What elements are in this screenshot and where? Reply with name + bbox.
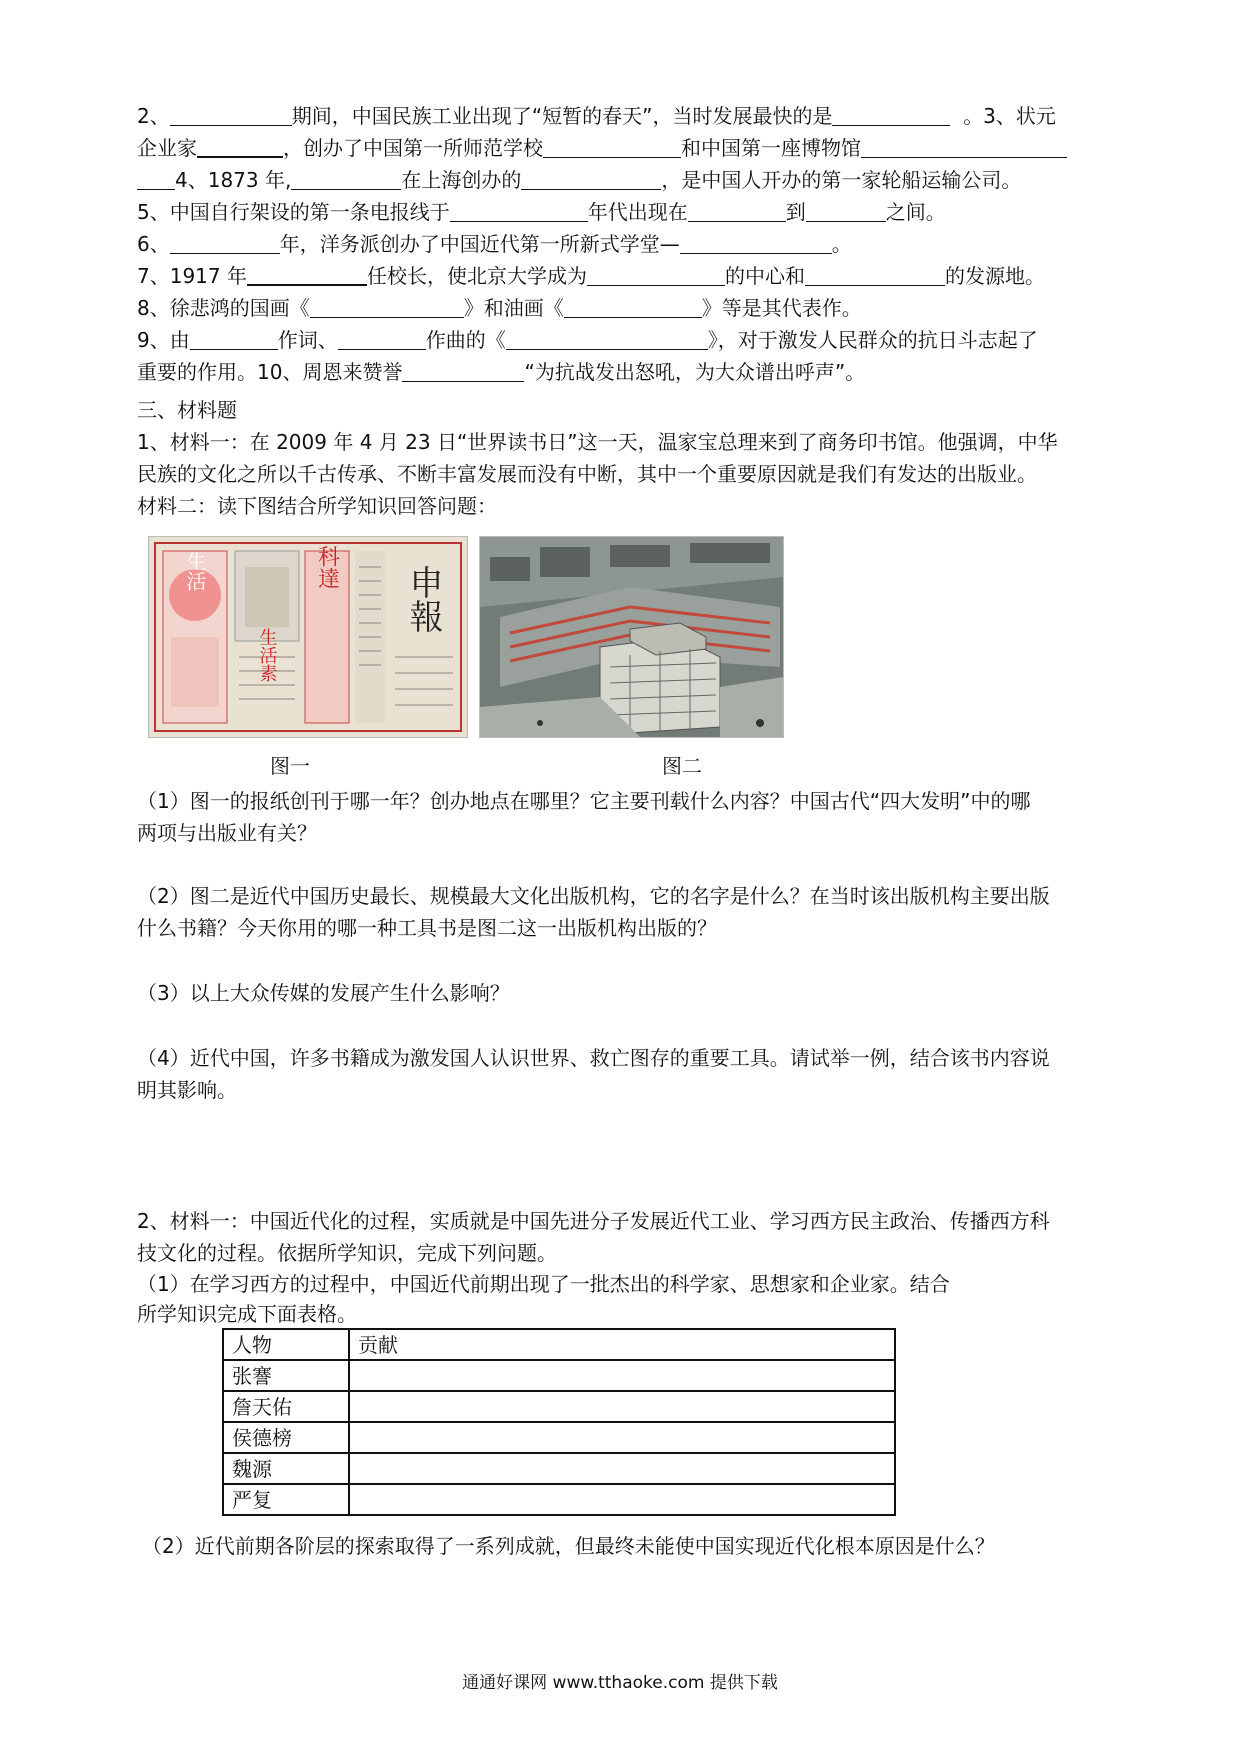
question-7: [137, 260, 1123, 292]
table-cell-person: 严复: [223, 1484, 349, 1515]
q10-text-2: “为抗战发出怒吼，为大众谱出呼声”。: [524, 360, 866, 384]
material-1-q1-line-2: 两项与出版业有关？: [137, 821, 317, 845]
question-10: [137, 356, 1123, 388]
answer-blank[interactable]: [564, 295, 702, 318]
material-1-q3-line-1: （3）以上大众传媒的发展产生什么影响？: [137, 981, 510, 1005]
table-header-contribution: 贡献: [349, 1329, 895, 1360]
table-row: [223, 1422, 895, 1453]
table-header-person: 人物: [223, 1329, 349, 1360]
answer-blank[interactable]: [688, 199, 786, 222]
q8-text-1: 8、徐悲鸿的国画《: [137, 296, 310, 320]
question-9: [137, 324, 1123, 356]
newspaper-ad-3: 生活素: [256, 628, 278, 682]
q9-text-3: 作曲的《: [425, 328, 506, 352]
question-2-3: [137, 100, 1123, 132]
q5-text-4: 之间。: [885, 200, 946, 224]
question-4: [137, 164, 1123, 196]
answer-blank[interactable]: [291, 167, 401, 190]
answer-blank[interactable]: [190, 327, 278, 350]
answer-blank[interactable]: [170, 103, 292, 126]
material-1-q4-line-1: （4）近代中国，许多书籍成为激发国人认识世界、救亡图存的重要工具。请试举一例，结合该书内容说: [137, 1046, 1050, 1070]
table-cell-answer[interactable]: [349, 1360, 895, 1391]
table-row: [223, 1360, 895, 1391]
q9-text-4: 》，对于激发人民群众的抗日斗志起了: [707, 328, 1038, 352]
table-header-row: [223, 1329, 895, 1360]
table-cell-answer[interactable]: [349, 1422, 895, 1453]
table-row: [223, 1484, 895, 1515]
question-8: [137, 292, 1123, 324]
q9-text-1: 9、由: [137, 328, 190, 352]
table-cell-answer[interactable]: [349, 1453, 895, 1484]
q10-text-1: 重要的作用。10、周恩来赞誉: [137, 360, 403, 384]
table-cell-answer[interactable]: [349, 1484, 895, 1515]
figure-1-newspaper: [148, 536, 468, 738]
q4-text-2: 在上海创办的: [401, 168, 522, 192]
q5-text-3: 到: [785, 200, 806, 224]
material-1-line-2: 民族的文化之所以千古传承、不断丰富发展而没有中断，其中一个重要原因就是我们有发达的出版业。: [137, 462, 1037, 486]
answer-blank[interactable]: [338, 327, 426, 350]
q8-text-2: 》和油画《: [463, 296, 564, 320]
q4-text-1: 4、1873 年,: [175, 168, 292, 192]
material-2-line-1: 2、材料一：中国近代化的过程，实质就是中国先进分子发展近代工业、学习西方民主政治、传播西方科: [137, 1209, 1050, 1233]
contribution-table: [222, 1328, 896, 1516]
material-2-q1-line-2: 所学知识完成下面表格。: [137, 1302, 357, 1326]
newspaper-ad-1: 科達: [314, 545, 340, 589]
answer-blank[interactable]: [543, 135, 681, 158]
q2-text: 期间，中国民族工业出现了“短暂的春天”，当时发展最快的是: [291, 104, 833, 128]
answer-blank[interactable]: [832, 103, 950, 126]
q2-number: 2、: [137, 104, 170, 128]
q5-text-2: 年代出现在: [587, 200, 688, 224]
q4-text-3: ，是中国人开办的第一家轮船运输公司。: [661, 168, 1022, 192]
answer-blank[interactable]: [310, 295, 464, 318]
answer-blank[interactable]: [402, 359, 524, 382]
material-2-q1-line-1: （1）在学习西方的过程中，中国近代前期出现了一批杰出的科学家、思想家和企业家。结合: [137, 1272, 950, 1296]
material-2-line-2: 技文化的过程。依据所学知识，完成下列问题。: [137, 1241, 557, 1265]
material-1-line-3: 材料二：读下图结合所学知识回答问题：: [137, 494, 497, 518]
answer-blank[interactable]: [247, 262, 367, 286]
q7-text-4: 的发源地。: [944, 264, 1045, 288]
q5-text-1: 5、中国自行架设的第一条电报线于: [137, 200, 450, 224]
q7-text-3: 的中心和: [724, 264, 805, 288]
newspaper-masthead: 申報: [403, 565, 443, 633]
q6-text-2: 。: [831, 232, 852, 256]
answer-blank[interactable]: [806, 199, 886, 222]
q8-text-3: 》等是其代表作。: [701, 296, 862, 320]
figure-2-building: [479, 536, 784, 738]
question-6: [137, 228, 1123, 260]
material-1-q2-line-1: （2）图二是近代中国历史最长、规模最大文化出版机构，它的名字是什么？在当时该出版机构主要出版: [137, 884, 1050, 908]
table-row: [223, 1453, 895, 1484]
question-5: [137, 196, 1123, 228]
newspaper-ad-2: 生活: [183, 551, 207, 591]
table-row: [223, 1391, 895, 1422]
table-cell-person: 魏源: [223, 1453, 349, 1484]
figure-1-caption: 图一: [270, 754, 310, 778]
answer-blank[interactable]: [137, 167, 175, 190]
material-1-line-1: 1、材料一：在 2009 年 4 月 23 日“世界读书日”这一天，温家宝总理来到了商务印书馆。他强调，中华: [137, 430, 1058, 454]
material-2-q2-line-1: （2）近代前期各阶层的探索取得了一系列成就，但最终未能使中国实现近代化根本原因是什么？: [142, 1534, 995, 1558]
material-1-q2-line-2: 什么书籍？今天你用的哪一种工具书是图二这一出版机构出版的？: [137, 916, 717, 940]
q6-text-1: 年，洋务派创办了中国近代第一所新式学堂—: [279, 232, 680, 256]
material-1-q4-line-2: 明其影响。: [137, 1078, 237, 1102]
answer-blank[interactable]: [587, 263, 725, 286]
q3-text-2: ，创办了中国第一所师范学校: [283, 136, 543, 160]
answer-blank[interactable]: [521, 167, 661, 190]
q6-number: 6、: [137, 232, 170, 256]
answer-blank[interactable]: [506, 327, 708, 350]
question-3-cont: [137, 132, 1123, 164]
q3-text-1: 企业家: [137, 136, 197, 160]
table-cell-person: 詹天佑: [223, 1391, 349, 1422]
table-cell-person: 侯德榜: [223, 1422, 349, 1453]
table-cell-person: 张謇: [223, 1360, 349, 1391]
q7-text-2: 任校长，使北京大学成为: [366, 264, 587, 288]
answer-blank[interactable]: [450, 199, 588, 222]
q9-text-2: 作词、: [277, 328, 338, 352]
answer-blank[interactable]: [680, 231, 832, 254]
answer-blank[interactable]: [861, 135, 1067, 158]
material-1-q1-line-1: （1）图一的报纸创刊于哪一年？创办地点在哪里？它主要刊载什么内容？中国古代“四大发明”中的哪: [137, 789, 1031, 813]
answer-blank[interactable]: [197, 134, 283, 158]
q7-text-1: 7、1917 年: [137, 264, 247, 288]
answer-blank[interactable]: [170, 231, 280, 254]
table-cell-answer[interactable]: [349, 1391, 895, 1422]
figure-2-caption: 图二: [662, 754, 702, 778]
section-3-title: 三、材料题: [137, 398, 237, 422]
q3-number: 。3、状元: [963, 104, 1056, 128]
page-footer: 通通好课网 www.tthaoke.com 提供下载: [462, 1673, 778, 1693]
answer-blank[interactable]: [805, 263, 945, 286]
q3-text-3: 和中国第一座博物馆: [681, 136, 861, 160]
